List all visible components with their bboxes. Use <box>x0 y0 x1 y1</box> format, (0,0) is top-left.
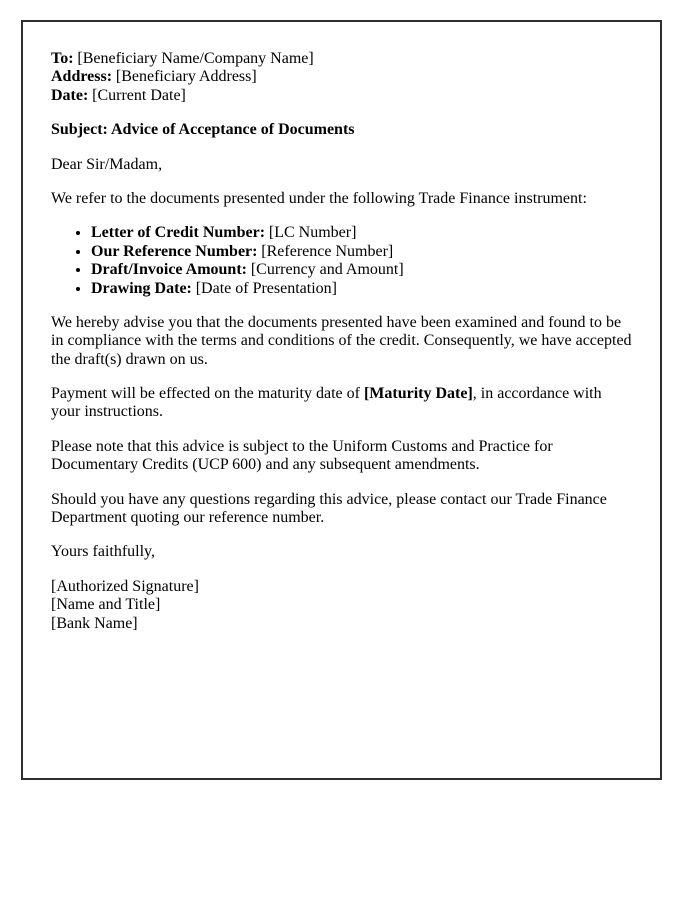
reference-number-value: [Reference Number] <box>261 242 394 260</box>
list-item-drawing-date <box>91 280 632 298</box>
recipient-block <box>51 50 632 105</box>
payment-paragraph <box>51 385 632 422</box>
ucp-paragraph: Please note that this advice is subject to the Uniform Customs and Practice for Documentary Credits (UCP 600) and any subsequent amendments. <box>51 437 553 474</box>
reference-number-label: Our Reference Number: <box>91 242 258 260</box>
payment-text-after: , in accordance with your instructions. <box>51 385 602 421</box>
list-item-reference-number <box>91 243 632 261</box>
signature-line-bank-name: [Bank Name] <box>51 614 138 632</box>
lc-number-value: [LC Number] <box>268 224 357 242</box>
list-item-draft-amount <box>91 261 632 279</box>
to-label: To: <box>51 50 74 67</box>
list-item-lc-number <box>91 224 632 242</box>
address-label: Address: <box>51 68 113 86</box>
payment-text-before: Payment will be effected on the maturity date of <box>51 385 360 403</box>
draft-amount-label: Draft/Invoice Amount: <box>91 261 247 279</box>
to-value: [Beneficiary Name/Company Name] <box>77 50 314 67</box>
signature-block <box>51 578 632 633</box>
drawing-date-value: [Date of Presentation] <box>195 279 337 297</box>
contact-paragraph: Should you have any questions regarding this advice, please contact our Trade Finance Department quoting our reference number. <box>51 490 607 527</box>
date-value: [Current Date] <box>92 86 186 104</box>
date-label: Date: <box>51 86 89 104</box>
signature-line-authorized: [Authorized Signature] <box>51 577 199 595</box>
signature-line-name-title: [Name and Title] <box>51 596 161 614</box>
salutation: Dear Sir/Madam, <box>51 155 163 173</box>
maturity-date-placeholder: [Maturity Date] <box>363 385 473 403</box>
drawing-date-label: Drawing Date: <box>91 279 192 297</box>
instrument-details-list <box>51 224 632 298</box>
lc-number-label: Letter of Credit Number: <box>91 224 266 242</box>
subject-line: Subject: Advice of Acceptance of Documents <box>51 121 355 139</box>
intro-paragraph: We refer to the documents presented under the following Trade Finance instrument: <box>51 189 587 207</box>
address-value: [Beneficiary Address] <box>115 68 257 86</box>
letter-document <box>21 20 662 780</box>
draft-amount-value: [Currency and Amount] <box>250 261 404 279</box>
closing: Yours faithfully, <box>51 543 156 561</box>
acceptance-paragraph: We hereby advise you that the documents presented have been examined and found to be in compliance with the terms and conditions of the credit. Consequently, we have accepted the draft(s) drawn on us. <box>51 313 632 368</box>
